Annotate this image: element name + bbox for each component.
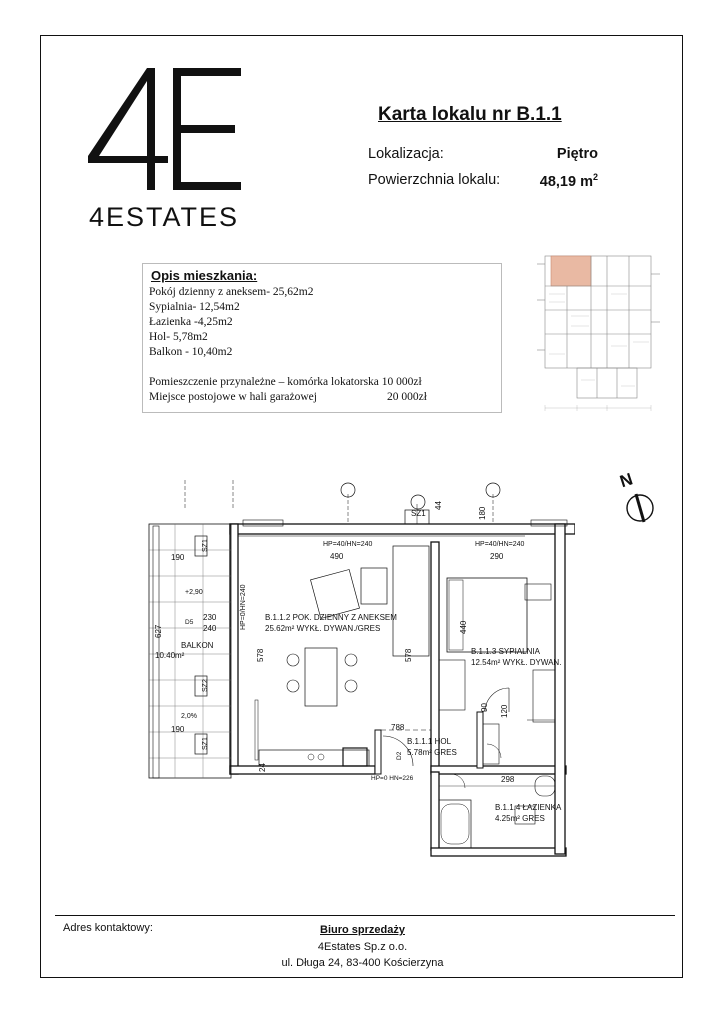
floor-key-plan (537, 250, 660, 412)
dimension-label: 120 (500, 704, 509, 718)
bedroom-label: B.1.1.3 SYPIALNIA (471, 647, 540, 656)
window-tag: SZ1 (202, 737, 209, 750)
bedroom-area-label: 12.54m² WYKŁ. DYWAN. (471, 658, 562, 667)
dimension-label: 490 (330, 552, 344, 561)
dimension-label: 180 (478, 506, 487, 520)
extra-entry (149, 390, 495, 405)
dimension-label: 240 (203, 624, 217, 633)
company-address: ul. Długa 24, 83-400 Kościerzyna (281, 957, 444, 969)
dimension-label: 24 (258, 763, 267, 772)
dimension-label: 788 (391, 723, 405, 732)
area-value-wrap (540, 172, 598, 190)
description-heading: Opis mieszkania: (151, 268, 258, 283)
dimension-label: 190 (171, 725, 185, 734)
hall-label: B.1.1.1 HOL (407, 737, 452, 746)
door-tag: D2 (396, 751, 403, 760)
hall-area-label: 5.78m² GRES (407, 748, 457, 757)
balcony-name-label: BALKON (181, 641, 214, 650)
bath-area-label: 4.25m² GRES (495, 814, 545, 823)
living-area-label: 25.62m² WYKŁ. DYWAN./GRES (265, 624, 381, 633)
north-arrow-icon (614, 466, 660, 530)
logo-wordmark: 4ESTATES (89, 202, 240, 232)
logo-4e-mark (85, 62, 245, 197)
area-label: Powierzchnia lokalu: (368, 172, 501, 188)
level-note: +2,90 (185, 589, 203, 596)
dimension-label: 190 (171, 553, 185, 562)
extra-label: Miejsce postojowe w hali garażowej (149, 391, 317, 403)
extra-price: 20 000zł (387, 391, 427, 403)
room-entry: Pokój dzienny z aneksem- 25,62m2 (149, 286, 314, 298)
living-label: B.1.1.2 POK. DZIENNY Z ANEKSEM (265, 613, 397, 622)
location-value: Piętro (556, 146, 598, 162)
dimension-label: 230 (203, 613, 217, 622)
apartment-description (142, 263, 502, 413)
contact-label: Adres kontaktowy: (63, 922, 153, 934)
office-heading: Biuro sprzedaży (320, 924, 405, 936)
room-entry: Hol- 5,78m2 (149, 331, 208, 343)
door-tag: D5 (185, 619, 194, 626)
dimension-label: 290 (490, 552, 504, 561)
dimension-label: 578 (404, 648, 413, 662)
dimension-label: 298 (501, 775, 515, 784)
floor-plan (135, 480, 575, 860)
dimension-label: 90 (480, 703, 489, 712)
slope-note: 2,0% (181, 713, 197, 720)
window-tag: SZ1 (202, 539, 209, 552)
dimension-label: 578 (256, 648, 265, 662)
height-note: HP=0 HN=226 (371, 775, 414, 782)
window-tag: SZ2 (202, 679, 209, 692)
bath-label: B.1.1.4 ŁAZIENKA (495, 803, 562, 812)
page-title: Karta lokalu nr B.1.1 (378, 104, 562, 125)
height-note: HP=40/HN=240 (323, 541, 373, 548)
window-tag: SZ1 (411, 509, 426, 518)
dimension-label: 44 (434, 501, 443, 510)
height-note: HP=40/HN=240 (475, 541, 525, 548)
footer-divider (55, 915, 675, 916)
company-name: 4Estates Sp.z o.o. (317, 941, 408, 953)
location-label: Lokalizacja: (368, 146, 444, 162)
room-entry: Łazienka -4,25m2 (149, 316, 233, 328)
dimension-label: 627 (154, 624, 163, 638)
extra-entry (149, 375, 495, 390)
balcony-area-label: 10.40m² (155, 651, 185, 660)
area-unit-sup: 2 (592, 172, 598, 182)
height-note: HP=0/HN=240 (240, 584, 247, 630)
north-letter: N (617, 469, 636, 492)
room-entry: Sypialnia- 12,54m2 (149, 301, 240, 313)
dimension-label: 440 (459, 620, 468, 634)
extra-label: Pomieszczenie przynależne – komórka lokatorska 10 000zł (149, 376, 422, 388)
company-logo (85, 62, 245, 232)
room-entry: Balkon - 10,40m2 (149, 346, 233, 358)
area-value: 48,19 m (539, 173, 593, 190)
